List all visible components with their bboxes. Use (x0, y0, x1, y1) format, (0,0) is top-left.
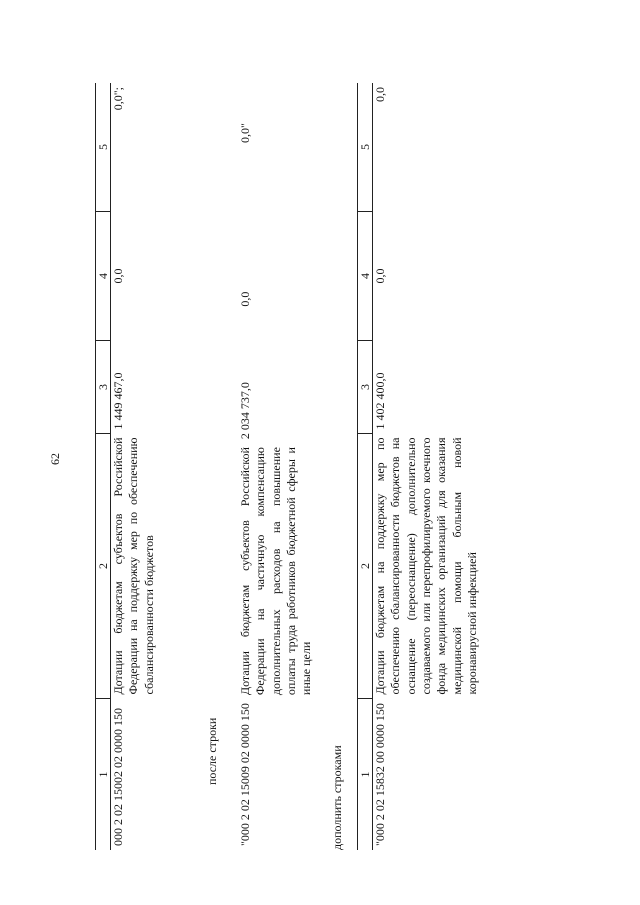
row-value-col4: 0,0 (238, 291, 252, 307)
col-header-3: 3 (358, 341, 373, 434)
col-header-3: 3 (96, 341, 111, 434)
col-header-2: 2 (358, 434, 373, 699)
col-header-5: 5 (358, 144, 372, 150)
row-value-col3: 1 449 467,0 (111, 372, 125, 430)
table-block-3 (357, 83, 481, 850)
col-header-4: 4 (96, 212, 111, 341)
table-row (373, 83, 481, 850)
table-row (111, 83, 158, 850)
add-rows-label: дополнить строками (330, 745, 344, 850)
row-description: Дотации бюджетам на поддержку мер по обеспечению сбалансированности бюджетов на оснащение (переоснащение) дополнительно создаваемого или перепрофилируемого коечного фонда медицинских организаций для оказания медицинской помощи больным новой коронавирусной инфекцией (373, 437, 480, 695)
row-value-col3: 1 402 400,0 (373, 372, 387, 430)
col-header-1: 1 (358, 699, 373, 851)
row-value-col5: 0,0" (238, 123, 252, 143)
table-row (238, 119, 315, 850)
row-value-col5: 0,0"; (111, 87, 125, 111)
table-block-1 (95, 83, 157, 850)
row-value-col3: 2 034 737,0 (238, 382, 252, 440)
col-header-2: 2 (96, 434, 111, 699)
table-block-2 (238, 119, 315, 850)
col-header-4: 4 (358, 212, 373, 341)
table-header-row (358, 83, 373, 850)
row-value-col4: 0,0 (111, 268, 125, 284)
col-header-1: 1 (96, 699, 111, 851)
row-description: Дотации бюджетам субъектов Российской Федерации на частичную компенсацию дополнительных расходов на повышение оплаты труда работников бюджетной сферы и иные цели (238, 447, 314, 696)
row-code: 000 2 02 15002 02 0000 150 (111, 708, 125, 846)
row-description: Дотации бюджетам субъектов Российской Федерации на поддержку мер по обеспечению сбалансированности бюджетов (111, 437, 156, 695)
row-code: "000 2 02 15832 00 0000 150 (373, 703, 387, 846)
table-header-row (96, 83, 111, 850)
after-row-label: после строки (205, 717, 219, 785)
row-code: "000 2 02 15009 02 0000 150 (238, 703, 252, 846)
row-value-col4: 0,0 (373, 268, 387, 284)
col-header-5: 5 (96, 144, 110, 150)
page-number: 62 (48, 453, 62, 465)
row-value-col5: 0,0 (373, 87, 387, 102)
